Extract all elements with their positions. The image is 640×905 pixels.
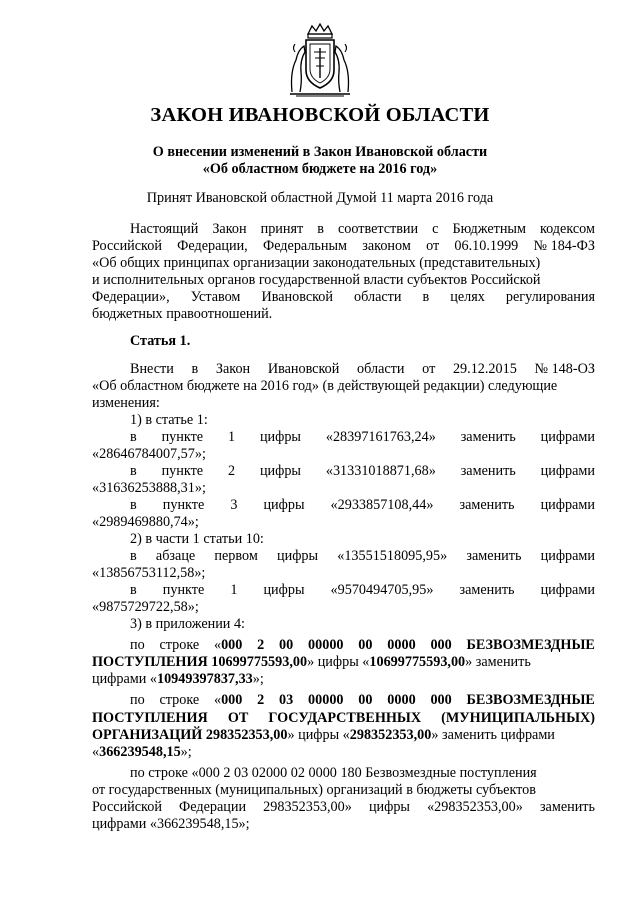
word: цифры (259, 463, 301, 479)
amendment-line: «28646784007,57»; (92, 446, 206, 462)
amendment-line: цифрами «366239548,15»; (92, 816, 250, 832)
word: «31331018871,68» (325, 463, 436, 479)
amendment-line (92, 727, 555, 744)
word: Российской (92, 799, 162, 815)
word: ПОСТУПЛЕНИЯ (92, 710, 208, 726)
amendment-line: по строке «000 2 03 02000 02 0000 180 Безвозмездные поступления (130, 765, 537, 781)
word: «2933857108,44» (330, 497, 434, 513)
word: строке (159, 637, 200, 653)
subtitle-line: О внесении изменений в Закон Ивановской области (152, 144, 488, 160)
amendment-line (130, 637, 595, 654)
code-part: 00 (358, 637, 373, 653)
preamble-line: бюджетных правоотношений. (92, 306, 273, 322)
bold-text: 366239548,15 (99, 744, 181, 760)
word: законом (362, 238, 411, 254)
word: в (422, 289, 430, 305)
code-part: БЕЗВОЗМЕЗДНЫЕ (466, 692, 595, 708)
word: строке (159, 692, 200, 708)
word: цифры (263, 582, 305, 598)
word: заменить (539, 799, 595, 815)
word: Ивановской (267, 361, 340, 377)
amendment-line (130, 497, 595, 514)
amendment-line (130, 692, 595, 709)
word: в (317, 221, 324, 237)
word: цифры (263, 497, 305, 513)
word: Российской (92, 238, 162, 254)
word: цифры (277, 548, 319, 564)
amendment-line: от государственных (муниципальных) организаций в бюджеты субъектов (92, 782, 536, 798)
word: в (130, 497, 137, 513)
text: » заменить цифрами (431, 727, 555, 743)
word: в (130, 548, 137, 564)
text: » цифры « (287, 727, 350, 743)
word: «13551518095,95» (337, 548, 448, 564)
word: Внести (130, 361, 174, 377)
word: 298352353,00» (263, 799, 352, 815)
word: Закон (215, 361, 251, 377)
word: цифрами (540, 429, 595, 445)
law-title: ЗАКОН ИВАНОВСКОЙ ОБЛАСТИ (150, 104, 490, 126)
article-line: «Об областном бюджете на 2016 год» (в действующей редакции) следующие (92, 378, 558, 394)
preamble-line (92, 289, 595, 306)
word: ГОСУДАРСТВЕННЫХ (268, 710, 422, 726)
code-part: 00000 (308, 637, 344, 653)
word: заменить (459, 497, 515, 513)
code-part: 0000 (387, 637, 416, 653)
word: № 148-ОЗ (534, 361, 595, 377)
list-item: 3) в приложении 4: (130, 616, 245, 632)
word: Настоящий (130, 221, 199, 237)
code-part: 000 (221, 692, 243, 708)
word: абзаце (155, 548, 196, 564)
word: целях (450, 289, 485, 305)
word: Ивановской (261, 289, 333, 305)
quote: « (213, 692, 222, 708)
word: 1 (230, 582, 238, 598)
amendment-line: «13856753112,58»; (92, 565, 206, 581)
word: от (426, 238, 440, 254)
text: »; (252, 671, 264, 687)
article-line (130, 361, 595, 378)
word: от (422, 361, 436, 377)
word: 3 (230, 497, 238, 513)
word: заменить (460, 463, 516, 479)
bold-code (214, 637, 242, 654)
word: по (130, 637, 145, 653)
word: Федерации», (92, 289, 170, 305)
preamble-line (92, 238, 595, 255)
word: Федерации, (177, 238, 248, 254)
preamble-line: и исполнительных органов государственной власти субъектов Российской (92, 272, 541, 288)
word: пункте (162, 497, 205, 513)
word: Федерации (179, 799, 247, 815)
word: «298352353,00» (427, 799, 523, 815)
amendment-line: «9875729722,58»; (92, 599, 199, 615)
amendment-line (92, 799, 595, 816)
amendment-line (92, 654, 531, 671)
article-heading: Статья 1. (130, 333, 191, 349)
text: » цифры « (307, 654, 370, 670)
word: регулирования (505, 289, 595, 305)
code-part: 2 (257, 637, 265, 653)
word: цифрами (540, 582, 595, 598)
code-part: БЕЗВОЗМЕЗДНЫЕ (466, 637, 595, 653)
word: заменить (466, 548, 522, 564)
code-part: 00 (358, 692, 373, 708)
code-part: 03 (279, 692, 294, 708)
word: области (357, 361, 405, 377)
word: пункте (161, 429, 204, 445)
bold-text: ПОСТУПЛЕНИЯ 10699775593,00 (92, 654, 308, 670)
amendment-line (92, 710, 595, 727)
text: »; (180, 744, 192, 760)
text: » заменить (465, 654, 531, 670)
word: ОТ (227, 710, 249, 726)
word: по (130, 692, 145, 708)
amendment-line (130, 429, 595, 446)
list-item: 1) в статье 1: (130, 412, 208, 428)
adoption-statement: Принят Ивановской областной Думой 11 марта 2016 года (146, 190, 494, 206)
code-part: 000 (430, 692, 452, 708)
text: цифрами « (92, 671, 157, 687)
word: «28397161763,24» (325, 429, 436, 445)
quote: « (213, 637, 222, 653)
word: цифрами (540, 548, 595, 564)
word: принят (260, 221, 304, 237)
subtitle-line: «Об областном бюджете на 2016 год» (202, 161, 438, 177)
code-part: 000 (430, 637, 452, 653)
word: 2 (227, 463, 236, 479)
text: « (92, 744, 100, 760)
code-part: 00 (279, 637, 294, 653)
bold-text: 10699775593,00 (369, 654, 466, 670)
word: с (432, 221, 439, 237)
amendment-line: «2989469880,74»; (92, 514, 199, 530)
word: первом (214, 548, 258, 564)
word: Бюджетным (452, 221, 526, 237)
preamble-line (130, 221, 595, 238)
amendment-line (92, 744, 192, 761)
word: цифры (368, 799, 410, 815)
word: кодексом (539, 221, 595, 237)
word: соответствии (337, 221, 419, 237)
word: 06.10.1999 (454, 238, 519, 254)
word: Федеральным (262, 238, 347, 254)
amendment-line (130, 582, 595, 599)
code-part: 2 (257, 692, 265, 708)
amendment-line (92, 671, 264, 688)
word: в (130, 582, 137, 598)
code-part: 0000 (387, 692, 416, 708)
code-part: 000 (221, 637, 243, 653)
word: цифрами (540, 463, 595, 479)
amendment-line (130, 548, 595, 565)
word: пункте (161, 463, 204, 479)
bold-text: ОРГАНИЗАЦИЙ 298352353,00 (92, 727, 288, 743)
bold-code (214, 692, 242, 709)
bold-text: 10949397837,33 (156, 671, 253, 687)
article-line: изменения: (92, 395, 160, 411)
word: Уставом (190, 289, 241, 305)
word: в (130, 463, 137, 479)
word: № 184-ФЗ (533, 238, 595, 254)
preamble-line: «Об общих принципах организации законодательных (представительных) (92, 255, 541, 271)
word: в (130, 429, 137, 445)
bold-text: 298352353,00 (349, 727, 432, 743)
law-subtitle (0, 144, 640, 178)
word: в (191, 361, 199, 377)
code-part: 00000 (308, 692, 344, 708)
coat-of-arms-emblem (286, 22, 354, 98)
word: (МУНИЦИПАЛЬНЫХ) (441, 710, 595, 726)
word: цифрами (540, 497, 595, 513)
list-item: 2) в части 1 статьи 10: (130, 531, 264, 547)
word: заменить (460, 429, 516, 445)
amendment-line: «31636253888,31»; (92, 480, 206, 496)
word: области (354, 289, 402, 305)
word: Закон (212, 221, 247, 237)
amendment-line (130, 463, 595, 480)
word: 29.12.2015 (452, 361, 517, 377)
word: «9570494705,95» (330, 582, 434, 598)
word: цифры (259, 429, 301, 445)
word: заменить (459, 582, 515, 598)
word: пункте (162, 582, 205, 598)
word: 1 (227, 429, 236, 445)
